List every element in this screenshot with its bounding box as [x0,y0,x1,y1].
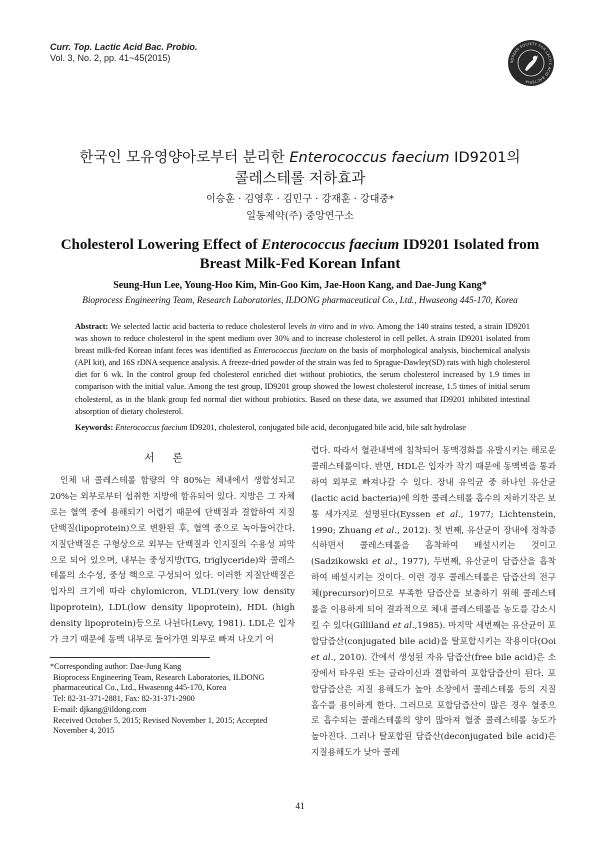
journal-header [50,42,197,64]
footnote-email: E-mail: djkang@ildong.com [53,704,147,714]
english-title-species: Enterococcus faecium [261,237,400,253]
english-affiliation: Bioprocess Engineering Team, Research Laboratories, ILDONG pharmaceutical Co., Ltd., Hwaseong 445-170, Korea [82,295,518,305]
citation-italic: et al [392,620,412,631]
body-right-column [311,444,556,762]
journal-volume: Vol. 3, No. 2, pp. 41~45(2015) [50,53,171,63]
english-title-line2: Breast Milk-Fed Korean Infant [199,256,401,272]
abstract-italic: Enterococcus faecium [253,346,327,356]
footnote-author: *Corresponding author: Dae-Jung Kang [50,662,182,671]
citation-italic: et al [372,557,393,568]
journal-name: Curr. Top. Lactic Acid Bac. Probio. [50,42,198,52]
korean-title-text: 한국인 모유영양아로부터 분리한 [79,150,290,166]
korean-title-strain: ID9201의 [449,150,521,166]
body-text: ., 2012). 첫 번째, 유산균이 장내에 정착증식하면서 콜레스테롤을 흡착하여 배설시키는 것이고(Sadzikowski [311,525,556,568]
body-left-column [50,474,295,649]
english-title-text: Cholesterol Lowering Effect of [60,237,262,253]
body-text: ., 2010). 간에서 생성된 자유 담즙산(free bile acid)은 소장에서 타우린 또는 글라이신과 결합하여 포합담즙산이 된다. 포합담즙산은 지질 용해도가 높아 소장에서 콜레스테롤 등의 지질 흡수를 용이하게 한다. 그러므로 포합담즙산이 많은 경우 혈중으로 흡수되는 콜레스테롤의 양이 많아져 혈중 콜레스테롤 농도가 높아진다. 그러나 탈포합된 담즙산(deconjugated bile acid)은 지질용해도가 낮아 콜레 [311,652,556,759]
footnote-dates: Received October 5, 2015; Revised November 1, 2015; Accepted November 4, 2015 [53,715,268,736]
corresponding-author-footnote [50,662,300,737]
body-text: .,1985). 마지막 세번째는 유산균이 포합담즙산(conjugated bile acid)을 탈포합시키는 작용이다(Ooi [311,620,556,647]
english-authors: Seung-Hun Lee, Young-Hoo Kim, Min-Goo Kim, Jae-Hoon Kang, and Dae-Jung Kang* [113,280,487,291]
citation-italic: et al [374,525,395,536]
abstract-italic: in vivo [350,322,373,331]
body-text: 렵다. 따라서 혈관내벽에 침착되어 동맥경화를 유발시키는 해로운 콜레스테롤이다. 반면, HDL은 입자가 작기 때문에 동맥벽을 통과하여 외부로 빠져나갈 수 있다. 장내 유익균 중 하나인 유산균(lactic acid bacteria)에 의한 콜레스테롤 흡수의 저하기작은 보통 세가지로 설명된다(Eyssen [311,446,556,520]
keywords-label: Keywords: [75,423,114,432]
abstract-text: and [333,322,351,331]
body-text: ., 1977; Lichtenstein, 1990; Zhuang [311,509,556,536]
citation-italic: et al [436,509,458,520]
society-seal-icon [508,40,554,86]
abstract-italic: in vitro [309,322,334,331]
page-number: 41 [295,801,305,811]
abstract [75,321,530,418]
citation-italic: et al [311,652,331,663]
seal-ring-text: KOREAN SOCIETY FOR LACTIC ACID BACTERIA [509,41,553,85]
korean-title [0,148,600,190]
body-text: ., 1977), 두번째, 유산균이 담즙산을 흡착하여 배설시키는 것이다. 이런 경우 콜레스테롤은 담즙산의 전구체(precursor)이므로 부족한 담즙산을 보충하기 위해 콜레스테롤을 이용하게 되어 결과적으로 체내 콜레스테롤을 농도를 감소시킬 수 있다(Gilliland [311,557,556,631]
abstract-text: . Among the 140 strains tested, a strain ID9201 was shown to reduce cholesterol in the spent medium over 30% and to increase cholesterol in cell pellet. A strain ID9201 isolated from breast milk-fed Korean infant feces was identified as [75,322,530,356]
section-heading: 서론 [144,452,201,464]
body-paragraph: 인체 내 콜레스테롤 함량의 약 80%는 체내에서 생합성되고 20%는 외부로부터 섭취한 지방에 함유되어 있다. 지방은 그 자체로는 혈액 중에 용해되기 어렵기 때문에 단백질과 결합하여 지질단백질(lipoprotein)으로 변환된 후, 혈액 중으로 녹아들어간다. 지질단백질은 구형상으로 외부는 단백질과 인지질의 수용성 피막으로 되어 있으며, 내부는 중성지방(TG, triglyceride)와 콜레스테롤의 소수성, 중성 핵으로 구성되어 있다. 이러한 지질단백질은 입자의 크기에 따라 chylomicron, VLDL(very low density lipoprotein), LDL(low density lipoprotein), HDL (high density lipoprotein)등으로 나뉜다(Levy, 1981). LDL은 입자가 크기 때문에 동맥 내부로 들어가면 외부로 빠져 나오기 어 [50,476,295,646]
footnote-phone: Tel: 82-31-371-2881, Fax: 82-31-371-2900 [53,694,195,704]
abstract-text: We selected lactic acid bacteria to reduce cholesterol levels [108,322,310,331]
korean-authors: 이승훈 · 김영후 · 김민구 · 강재훈 · 강대중* [205,194,395,205]
korean-title-line2: 콜레스테롤 저하효과 [234,171,366,187]
korean-affiliation: 일동제약(주) 중앙연구소 [246,211,354,222]
korean-title-species: Enterococcus faecium [289,150,450,166]
english-title-strain: ID9201 Isolated from [399,237,540,253]
abstract-text: on the basis of morphological analysis, biochemical analysis (API kit), and 16S rDNA sequence analysis. A freeze-dried powder of the strain was fed to Sprague-Dawley(SD) rats with high cholesterol diet for 6 wk. In the control group fed cholesterol enriched diet without probiotics, the serum cholesterol increased by 1.9 times in comparison with the initial value. Among the test group, ID9201 group showed the lowest cholesterol increase, 1.5 times of initial serum cholesterol, as in the blank group fed normal diet without probiotics. Based on these data, we assumed that ID9201 inhibited intestinal absorption of dietary cholesterol. [75,346,530,416]
footnote-address: Bioprocess Engineering Team, Research Laboratories, ILDONG pharmaceutical Co., Ltd., Hwaseong 445-170, Korea [53,672,265,693]
english-title [0,236,600,274]
abstract-label: Abstract: [75,322,109,331]
keywords-text: ID9201, cholesterol, conjugated bile acid, deconjugated bile acid, bile salt hydrolase [187,423,466,432]
keywords-italic: Enterococcus faecium [115,423,188,432]
footnote-divider [50,657,210,658]
keywords [75,422,535,434]
